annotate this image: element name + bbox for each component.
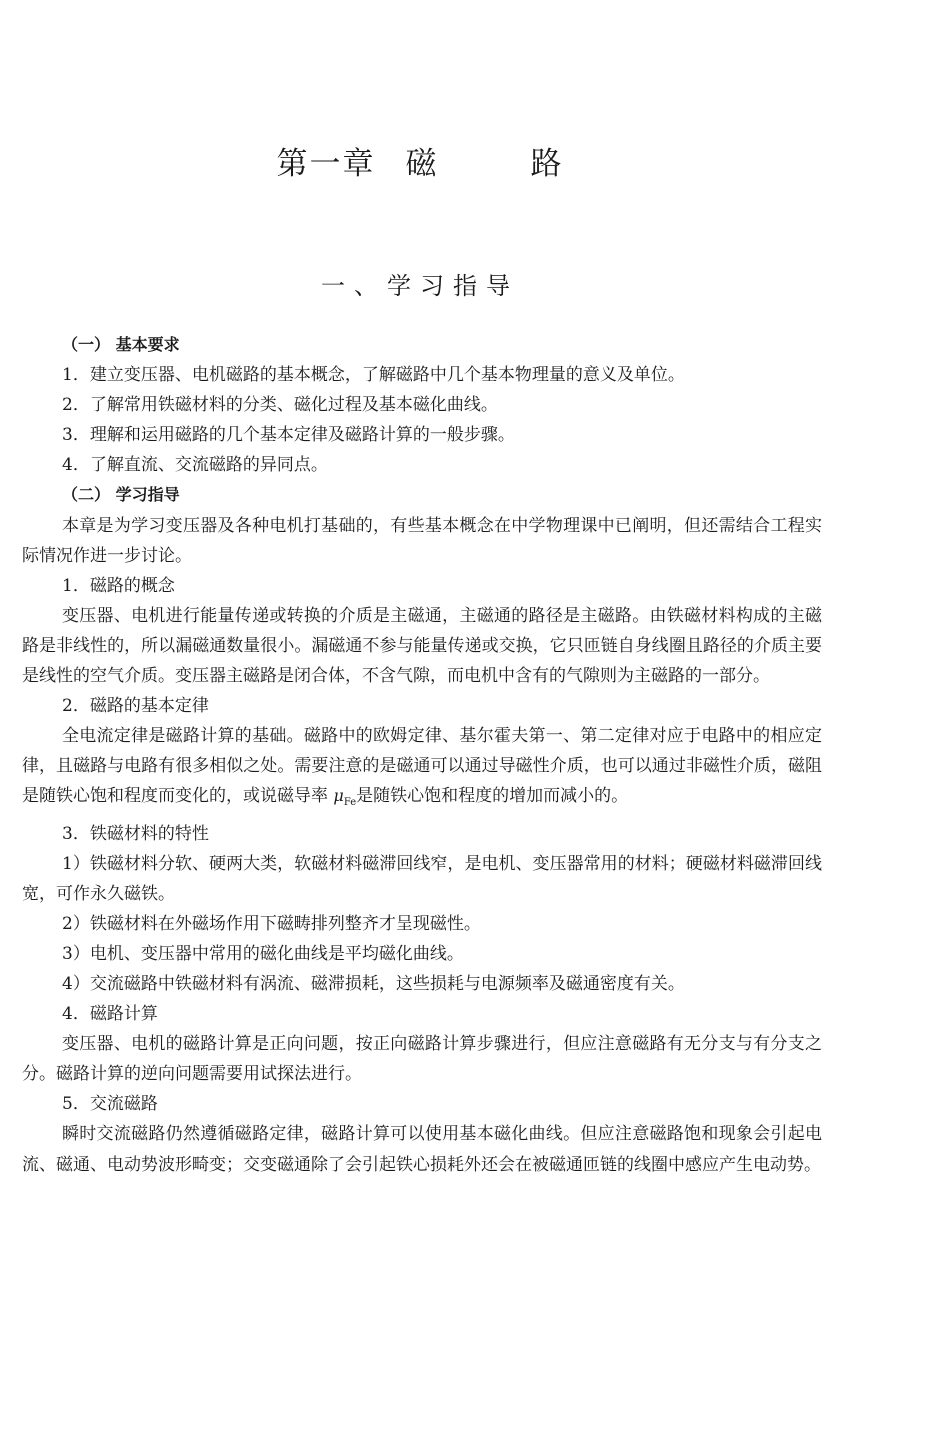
paragraph-part: 全电流定律是磁路计算的基础。磁路中的欧姆定律、基尔霍夫第一、第二定律对应于电路中的相应定律，且磁路与电路有很多相似之处。需要注意的是磁通可以通过导磁性介质，也可以通过非磁性介质，磁阻是随铁心饱和程度而变化的，或说磁导率 <box>22 726 822 807</box>
requirement-item: 3．理解和运用磁路的几个基本定律及磁路计算的一般步骤。 <box>62 425 515 446</box>
intro-paragraph: 本章是为学习变压器及各种电机打基础的，有些基本概念在中学物理课中已阐明，但还需结合工程实际情况作进一步讨论。 <box>22 515 822 566</box>
guidance-heading: （二） 学习指导 <box>62 485 180 505</box>
list-item: 2）铁磁材料在外磁场作用下磁畴排列整齐才呈现磁性。 <box>62 913 481 934</box>
subsection-title: 5．交流磁路 <box>62 1094 158 1115</box>
list-item: 3）电机、变压器中常用的磁化曲线是平均磁化曲线。 <box>62 943 464 964</box>
body-text <box>22 330 822 1180</box>
paragraph <box>22 721 822 818</box>
mu-subscript: Fe <box>343 797 357 809</box>
subsection-title: 1．磁路的概念 <box>62 575 175 596</box>
list-item: 1）铁磁材料分软、硬两大类，软磁材料磁滞回线窄，是电机、变压器常用的材料；硬磁材料磁滞回线宽，可作永久磁铁。 <box>22 853 822 904</box>
subsection-title: 4．磁路计算 <box>62 1004 158 1025</box>
paragraph: 变压器、电机进行能量传递或转换的介质是主磁通，主磁通的路径是主磁路。由铁磁材料构成的主磁路是非线性的，所以漏磁通数量很小。漏磁通不参与能量传递或交换，它只匝链自身线圈且路径的介质主要是线性的空气介质。变压器主磁路是闭合体，不含气隙，而电机中含有的气隙则为主磁路的一部分。 <box>22 605 822 687</box>
paragraph: 变压器、电机的磁路计算是正向问题，按正向磁路计算步骤进行，但应注意磁路有无分支与有分支之分。磁路计算的逆向问题需要用试探法进行。 <box>22 1034 822 1085</box>
requirements-heading: （一） 基本要求 <box>62 335 180 354</box>
subsection-title: 3．铁磁材料的特性 <box>62 823 209 844</box>
subsection-title: 2．磁路的基本定律 <box>62 696 209 717</box>
chapter-word-2: 路 <box>530 146 564 182</box>
requirement-item: 4．了解直流、交流磁路的异同点。 <box>62 455 328 476</box>
requirement-item: 1．建立变压器、电机磁路的基本概念，了解磁路中几个基本物理量的意义及单位。 <box>62 365 685 386</box>
chapter-word-1: 磁 <box>405 146 439 182</box>
chapter-number: 第一章 <box>276 146 376 182</box>
paragraph: 瞬时交流磁路仍然遵循磁路定律，磁路计算可以使用基本磁化曲线。但应注意磁路饱和现象会引起电流、磁通、电动势波形畸变；交变磁通除了会引起铁心损耗外还会在被磁通匝链的线圈中感应产生电动势。 <box>22 1124 822 1175</box>
list-item: 4）交流磁路中铁磁材料有涡流、磁滞损耗，这些损耗与电源频率及磁通密度有关。 <box>62 973 685 994</box>
mu-symbol: μ <box>333 786 344 806</box>
requirement-item: 2．了解常用铁磁材料的分类、磁化过程及基本磁化曲线。 <box>62 395 498 416</box>
paragraph-part: 是随铁心饱和程度的增加而减小的。 <box>356 786 629 807</box>
section-title: 一、学习指导 <box>321 272 519 300</box>
chapter-title <box>0 138 840 183</box>
